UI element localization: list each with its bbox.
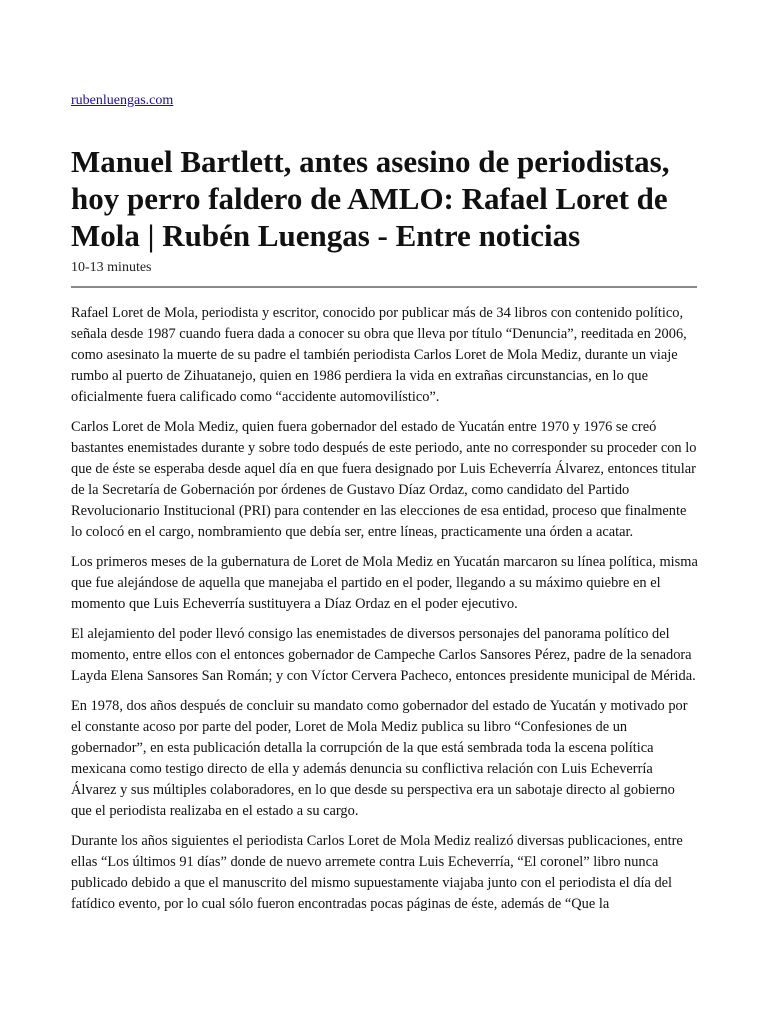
paragraph: En 1978, dos años después de concluir su mandato como gobernador del estado de Yucatán y motivado por el constante acoso por parte del poder, Loret de Mola Mediz publica su libro “Confesiones de un gobernador”, en esta publicación detalla la corrupción de la que está sembrada toda la escena política mexicana como testigo directo de ella y además denuncia su conflictiva relación con Luis Echeverría Álvarez y sus múltiples colaboradores, en lo que desde su perspectiva era un sabotaje directo al gobierno que el periodista realizaba en el estado a su cargo. bbox=[71, 698, 688, 819]
paragraph: Los primeros meses de la gubernatura de Loret de Mola Mediz en Yucatán marcaron su línea política, misma que fue alejándose de aquella que manejaba el partido en el poder, llegando a su máximo quiebre en el momento que Luis Echeverría sustituyera a Díaz Ordaz en el poder ejecutivo. bbox=[71, 554, 698, 612]
read-time: 10-13 minutes bbox=[71, 260, 152, 275]
article-body bbox=[71, 303, 698, 924]
paragraph: El alejamiento del poder llevó consigo las enemistades de diversos personajes del panorama político del momento, entre ellos con el entonces gobernador de Campeche Carlos Sansores Pérez, padre de la senadora Layda Elena Sansores San Román; y con Víctor Cervera Pacheco, entonces presidente municipal de Mérida. bbox=[71, 626, 696, 684]
paragraph: Durante los años siguientes el periodista Carlos Loret de Mola Mediz realizó diversas publicaciones, entre ellas “Los últimos 91 días” donde de nuevo arremete contra Luis Echeverría, “El coronel” libro nunca publicado debido a que el manuscrito del mismo supuestamente viajaba junto con el periodista el día del fatídico evento, por lo cual sólo fueron encontradas pocas páginas de éste, además de “Que la bbox=[71, 833, 683, 912]
article-title: Manuel Bartlett, antes asesino de periodistas, hoy perro faldero de AMLO: Rafael Loret de Mola | Rubén Luengas - Entre noticias bbox=[71, 144, 670, 253]
paragraph: Rafael Loret de Mola, periodista y escritor, conocido por publicar más de 34 libros con contenido político, señala desde 1987 cuando fuera dada a conocer su obra que lleva por título “Denuncia”, reeditada en 2006, como asesinato la muerte de su padre el también periodista Carlos Loret de Mola Mediz, durante un viaje rumbo al puerto de Zihuatanejo, quien en 1986 perdiera la vida en extrañas circunstancias, en lo que oficialmente fuera calificado como “accidente automovilístico”. bbox=[71, 305, 687, 405]
source-link[interactable]: rubenluengas.com bbox=[71, 93, 174, 108]
title-divider bbox=[71, 286, 697, 288]
paragraph: Carlos Loret de Mola Mediz, quien fuera gobernador del estado de Yucatán entre 1970 y 1976 se creó bastantes enemistades durante y sobre todo después de este periodo, ante no corresponder su proceder con lo que de éste se esperaba desde aquel día en que fuera designado por Luis Echeverría Álvarez, entonces titular de la Secretaría de Gobernación por órdenes de Gustavo Díaz Ordaz, como candidato del Partido Revolucionario Institucional (PRI) para contender en las elecciones de esa entidad, proceso que finalmente lo colocó en el cargo, nombramiento que debía ser, entre líneas, practicamente una órden a acatar. bbox=[71, 419, 697, 540]
